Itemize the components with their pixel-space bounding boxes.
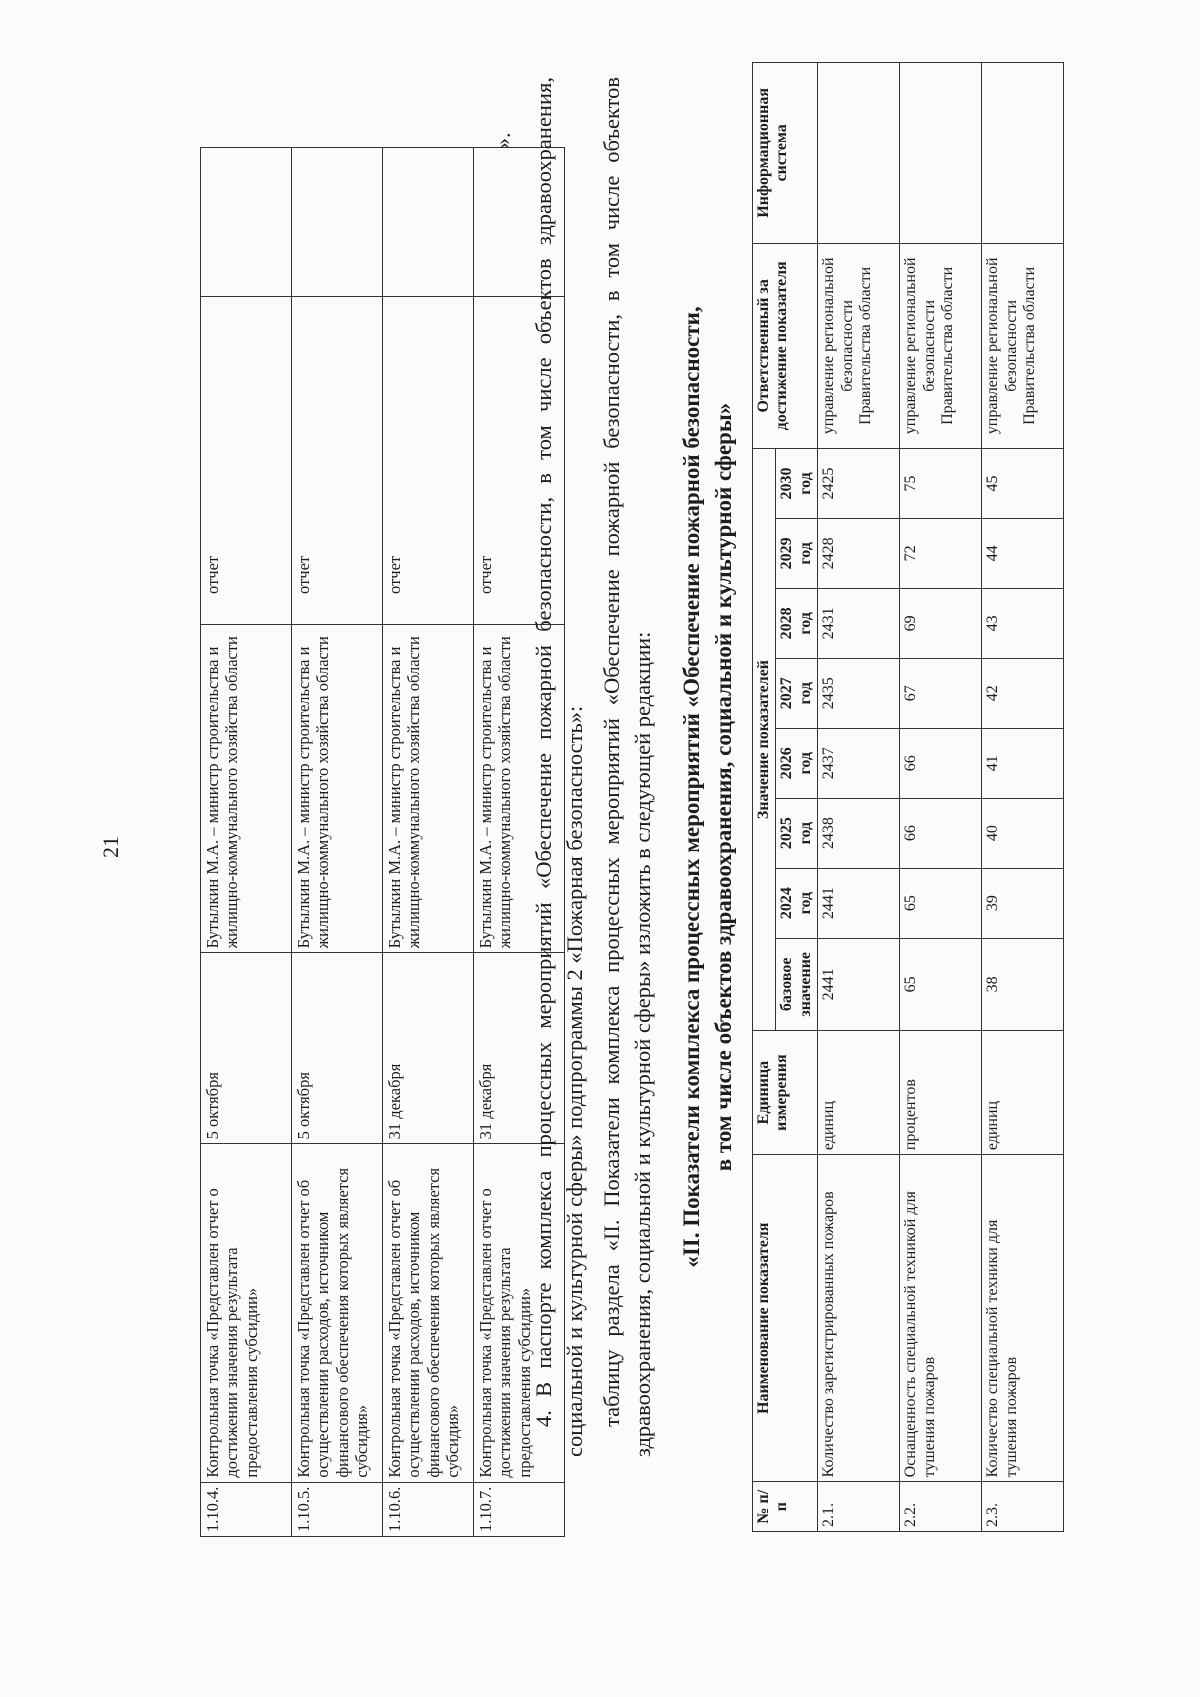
header-name: Наименование показателя	[753, 1155, 818, 1482]
header-year	[776, 449, 818, 519]
document-type: отчет	[292, 296, 383, 624]
responsible-person: Бутылкин М.А. – министр строительства и жилищно-коммунального хозяйства области	[383, 624, 474, 952]
row-number: 1.10.4.	[201, 1482, 292, 1536]
responsible-person: Бутылкин М.А. – министр строительства и жилищно-коммунального хозяйства области	[474, 624, 565, 952]
header-year	[776, 868, 818, 938]
information-system	[982, 63, 1064, 244]
responsible-body: управление региональной безопасности Правительства области	[900, 243, 982, 448]
year-word: год	[796, 751, 814, 775]
year-value: 75	[900, 449, 982, 519]
year-number: 2030	[778, 467, 796, 500]
control-point-text: Контрольная точка «Представлен отчет о достижении значения результата предоставления субсидии»	[201, 1144, 292, 1482]
header-base: базовое значение	[776, 938, 818, 1031]
unit: единиц	[982, 1031, 1064, 1155]
header-responsible: Ответственный за достижение показателя	[753, 243, 818, 448]
base-value: 38	[982, 938, 1064, 1031]
year-value: 2437	[818, 728, 900, 798]
due-date: 5 октября	[201, 953, 292, 1144]
year-number: 2026	[778, 747, 796, 780]
indicator-name: Количество специальной техники для тушения пожаров	[982, 1155, 1064, 1482]
row-number: 2.2.	[900, 1482, 982, 1532]
base-value: 65	[900, 938, 982, 1031]
table-row	[818, 63, 900, 1532]
information-system	[292, 148, 383, 297]
paragraph-1: 4. В паспорте комплекса процессных мероприятий «Обеспечение пожарной безопасности, в том числе объектов здравоохранения, социальной и культурной сферы» подпрограммы 2 «Пожарная безопасность»:	[531, 77, 587, 1457]
year-word: год	[796, 542, 814, 565]
year-word: год	[796, 682, 814, 705]
table-row	[383, 148, 474, 1537]
year-value: 2428	[818, 518, 900, 588]
due-date: 5 октября	[292, 953, 383, 1144]
paragraph-2: таблицу раздела «II. Показатели комплекса процессных мероприятий «Обеспечение пожарной безопасности, в том числе объектов здравоохранения, социальной и культурной сферы» изложить в следующей редакции:	[599, 77, 655, 1457]
page-number: 21	[98, 836, 123, 858]
year-number: 2024	[778, 887, 796, 920]
section-heading-line-2: в том числе объектов здравоохранения, социальной и культурной сферы»	[711, 402, 736, 1172]
section-heading-line-1: «II. Показатели комплекса процессных мероприятий «Обеспечение пожарной безопасности,	[679, 306, 704, 1268]
row-number: 2.1.	[818, 1482, 900, 1532]
control-point-text: Контрольная точка «Представлен отчет о достижении значения результата предоставления субсидии»	[474, 1144, 565, 1482]
table-row	[201, 148, 292, 1537]
header-year	[776, 658, 818, 728]
responsible-person: Бутылкин М.А. – министр строительства и жилищно-коммунального хозяйства области	[292, 624, 383, 952]
unit: процентов	[900, 1031, 982, 1155]
header-year	[776, 798, 818, 868]
header-unit: Единица измерения	[753, 1031, 818, 1155]
header-year	[776, 588, 818, 658]
information-system	[383, 148, 474, 297]
responsible-body: управление региональной безопасности Правительства области	[818, 243, 900, 448]
responsible-person: Бутылкин М.А. – министр строительства и жилищно-коммунального хозяйства области	[201, 624, 292, 952]
year-word: год	[796, 891, 814, 915]
year-value: 2441	[818, 868, 900, 938]
year-value: 72	[900, 518, 982, 588]
indicators-table	[752, 62, 1064, 1532]
year-value: 39	[982, 868, 1064, 938]
document-type: отчет	[474, 296, 565, 624]
year-number: 2027	[778, 677, 796, 710]
document-type: отчет	[201, 296, 292, 624]
year-value: 2425	[818, 449, 900, 519]
base-value: 2441	[818, 938, 900, 1031]
indicator-name: Количество зарегистрированных пожаров	[818, 1155, 900, 1482]
header-system: Информационная система	[753, 63, 818, 244]
header-year	[776, 518, 818, 588]
due-date: 31 декабря	[383, 953, 474, 1144]
responsible-body: управление региональной безопасности Правительства области	[982, 243, 1064, 448]
year-value: 2438	[818, 798, 900, 868]
information-system	[900, 63, 982, 244]
unit: единиц	[818, 1031, 900, 1155]
information-system	[201, 148, 292, 297]
control-point-text: Контрольная точка «Представлен отчет об осуществлении расходов, источником финансового обеспечения которых является субсидия»	[292, 1144, 383, 1482]
row-number: 1.10.5.	[292, 1482, 383, 1536]
year-value: 65	[900, 868, 982, 938]
year-number: 2028	[778, 607, 796, 640]
year-number: 2025	[778, 817, 796, 850]
year-word: год	[796, 472, 814, 495]
year-word: год	[796, 821, 814, 845]
row-number: 1.10.6.	[383, 1482, 474, 1536]
table-row	[292, 148, 383, 1537]
year-value: 66	[900, 798, 982, 868]
row-number: 2.3.	[982, 1482, 1064, 1532]
document-type: отчет	[383, 296, 474, 624]
year-value: 66	[900, 728, 982, 798]
year-value: 2431	[818, 588, 900, 658]
header-num: № п/п	[753, 1482, 818, 1532]
row-number: 1.10.7.	[474, 1482, 565, 1536]
year-value: 44	[982, 518, 1064, 588]
year-value: 40	[982, 798, 1064, 868]
year-number: 2029	[778, 537, 796, 570]
header-year	[776, 728, 818, 798]
table-row	[900, 63, 982, 1532]
header-values-group: Значение показателей	[753, 449, 776, 1031]
year-value: 42	[982, 658, 1064, 728]
year-value: 45	[982, 449, 1064, 519]
year-value: 69	[900, 588, 982, 658]
control-point-text: Контрольная точка «Представлен отчет об осуществлении расходов, источником финансового обеспечения которых является субсидия»	[383, 1144, 474, 1482]
year-word: год	[796, 612, 814, 635]
control-points-table	[200, 147, 565, 1537]
table-row	[982, 63, 1064, 1532]
year-value: 2435	[818, 658, 900, 728]
information-system	[818, 63, 900, 244]
due-date: 31 декабря	[474, 953, 565, 1144]
indicator-name: Оснащенность специальной техникой для тушения пожаров	[900, 1155, 982, 1482]
year-value: 41	[982, 728, 1064, 798]
year-value: 43	[982, 588, 1064, 658]
year-value: 67	[900, 658, 982, 728]
closing-quote: ».	[490, 132, 515, 149]
